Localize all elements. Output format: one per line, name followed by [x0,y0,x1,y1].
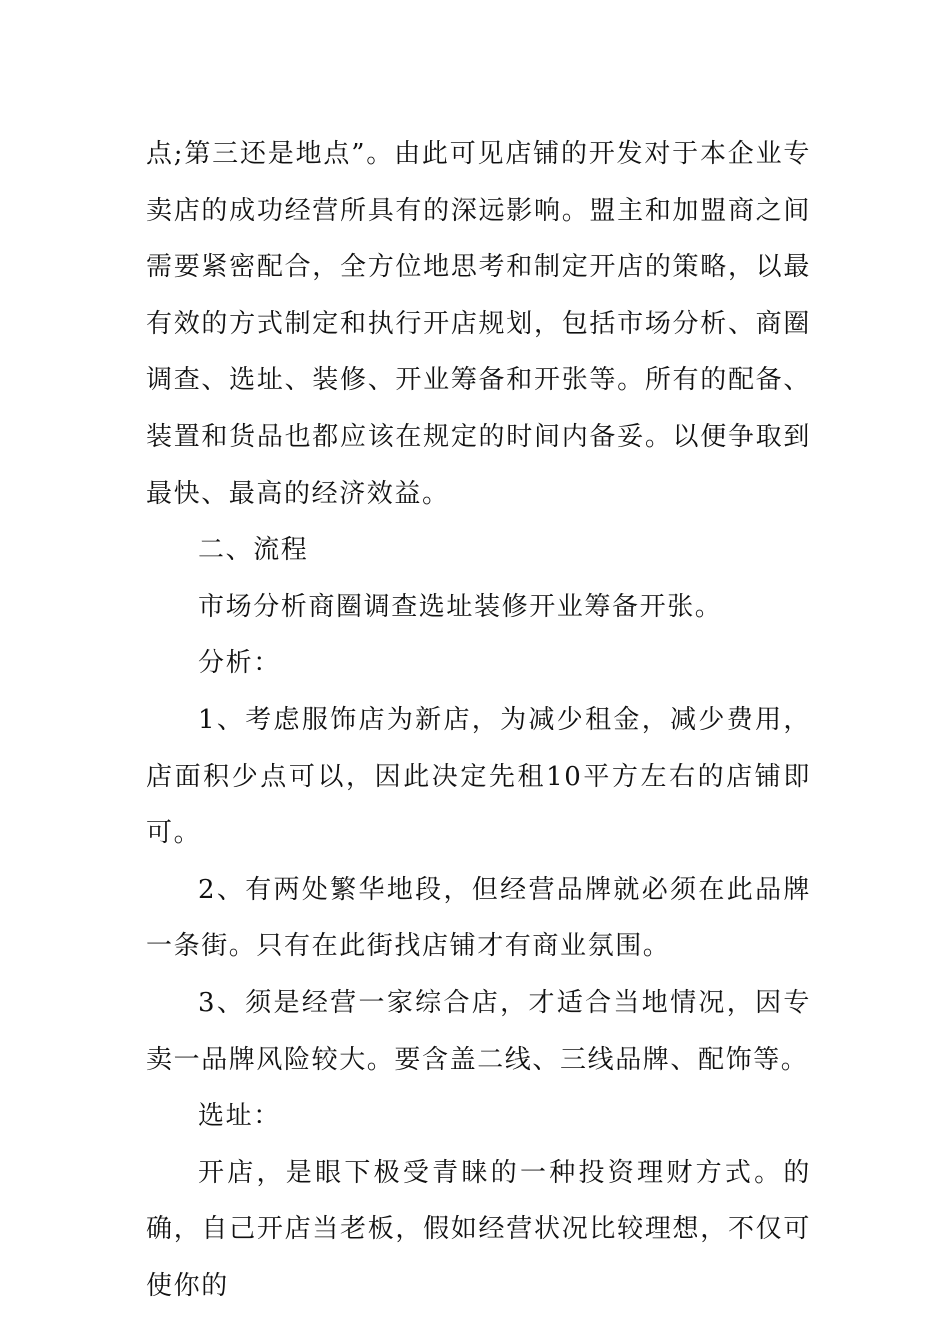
paragraph-process-steps: 市场分析商圈调查选址装修开业筹备开张。 [198,591,723,622]
paragraph-analysis-1: 1、考虑服饰店为新店，为减少租金，减少费用，店面积少点可以，因此决定先租10平方左右的店铺即可。 [146,704,811,849]
subheading-analysis: 分析： [198,648,281,679]
paragraph-site-selection: 开店，是眼下极受青睐的一种投资理财方式。的确，自己开店当老板，假如经营状况比较理想，不仅可使你的 [146,1157,811,1301]
paragraph-intro: 点;第三还是地点”。由此可见店铺的开发对于本企业专卖店的成功经营所具有的深远影响。盟主和加盟商之间需要紧密配合，全方位地思考和制定开店的策略，以最有效的方式制定和执行开店规划，包括市场分析、商圈调查、选址、装修、开业筹备和开张等。所有的配备、装置和货品也都应该在规定的时间内备妥。以便争取到最快、最高的经济效益。 [146,139,811,509]
paragraph-analysis-3: 3、须是经营一家综合店，才适合当地情况，因专卖一品牌风险较大。要含盖二线、三线品牌、配饰等。 [146,987,811,1075]
subheading-site-selection: 选址： [198,1101,281,1132]
section-heading-process: 二、流程 [198,535,309,566]
paragraph-analysis-2: 2、有两处繁华地段，但经营品牌就必须在此品牌一条街。只有在此街找店铺才有商业氛围。 [146,874,811,962]
document-body [146,126,811,1314]
